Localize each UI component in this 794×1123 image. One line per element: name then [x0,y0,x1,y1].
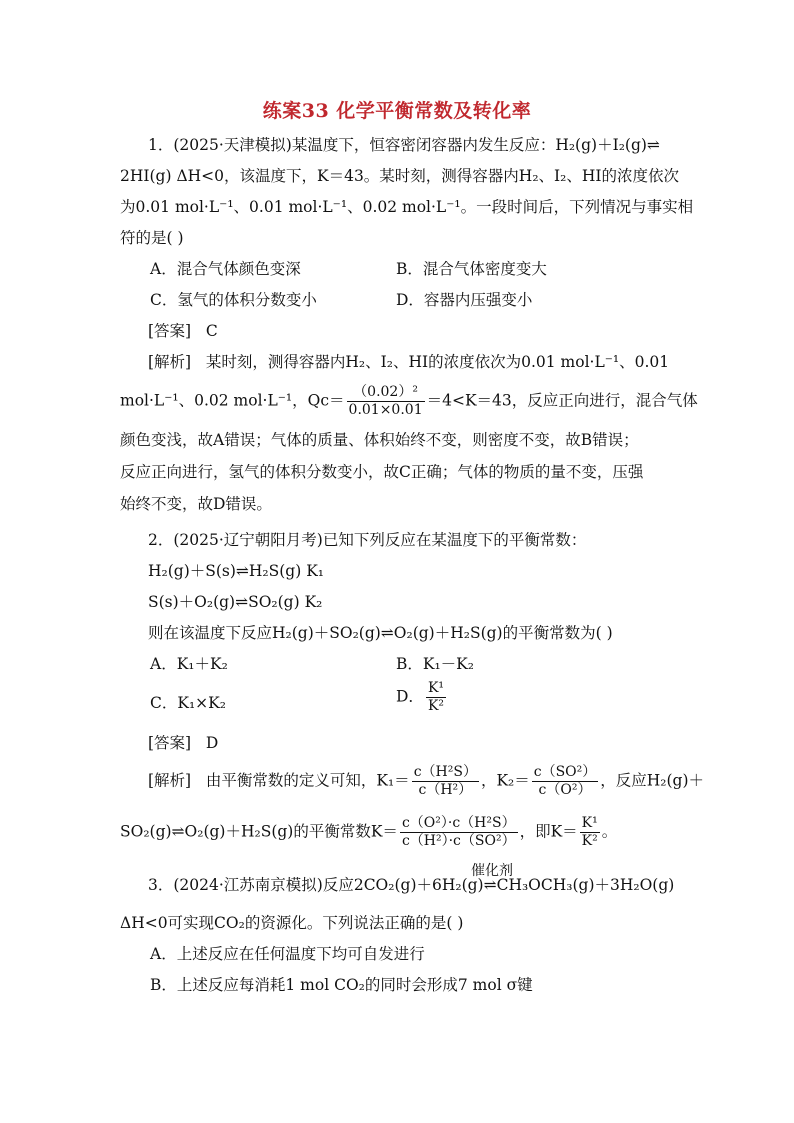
analysis-label: [解析] [148,353,192,371]
fraction-denominator: c（O²） [538,782,592,798]
fraction-denominator: 0.01×0.01 [348,402,423,418]
fraction-denominator: K² [581,833,598,849]
analysis-text: mol·L⁻¹、0.02 mol·L⁻¹，Qc＝ [120,391,345,410]
answer-label: [答案] [148,734,192,752]
analysis-text: 某时刻，测得容器内H₂、I₂、HI的浓度依次为0.01 mol·L⁻¹、0.01 [205,353,670,371]
q2-reaction-1: H₂(g)＋S(s)⇌H₂S(g) K₁ [148,562,324,580]
q1-stem-line-4: 符的是( ) [120,229,184,247]
fraction-numerator: K¹ [581,815,598,831]
q2-analysis-line-1 [148,764,704,799]
q1-analysis-line-5: 始终不变，故D错误。 [120,495,272,513]
option-label: D． [396,687,424,706]
k-fraction [400,815,518,850]
q1-analysis-line-3: 颜色变浅，故A错误；气体的质量、体积始终不变，则密度不变，故B错误； [120,431,639,449]
q3-option-b: B．上述反应每消耗1 mol CO₂的同时会形成7 mol σ键 [150,976,533,994]
q1-analysis-line-1 [148,352,669,372]
q2-stem-line-1: 2．(2025·辽宁朝阳月考)已知下列反应在某温度下的平衡常数： [148,531,587,549]
q2-option-c: C．K₁×K₂ [150,694,226,712]
analysis-text: ，K₂＝ [480,771,530,790]
analysis-text: ＝4<K＝43，反应正向进行，混合气体 [426,391,698,410]
q1-analysis-line-4: 反应正向进行，氢气的体积分数变小，故C正确；气体的物质的量不变，压强 [120,463,644,481]
q3-option-a: A．上述反应在任何温度下均可自发进行 [150,945,425,963]
q2-option-d [396,680,448,715]
q2-reaction-2: S(s)＋O₂(g)⇌SO₂(g) K₂ [148,593,323,611]
answer-value: D [205,734,219,752]
q2-stem-line-4: 则在该温度下反应H₂(g)＋SO₂(g)⇌O₂(g)＋H₂S(g)的平衡常数为( ) [148,624,613,642]
fraction-denominator: c（H²）·c（SO²） [401,833,516,849]
q1-stem-line-2: 2HI(g) ΔH<0，该温度下，K＝43。某时刻，测得容器内H₂、I₂、HI的浓度依次 [120,167,680,185]
answer-value: C [205,322,218,340]
q1-option-d: D．容器内压强变小 [396,291,533,309]
q1-option-a: A．混合气体颜色变深 [150,260,301,278]
analysis-text: 由平衡常数的定义可知，K₁＝ [205,771,410,790]
q2-answer [148,733,218,753]
fraction-denominator: c（H²） [418,782,473,798]
fraction-numerator: K¹ [427,680,445,696]
fraction-numerator: （0.02）² [347,384,425,402]
q2-analysis-line-2 [120,815,617,850]
analysis-text: ，反应H₂(g)＋ [600,771,705,790]
page-title: 练案33 化学平衡常数及转化率 [262,100,532,122]
fraction-denominator: K² [427,698,445,714]
analysis-label: [解析] [148,771,192,790]
q1-stem-line-3: 为0.01 mol·L⁻¹、0.01 mol·L⁻¹、0.02 mol·L⁻¹。一段时间后，下列情况与事实相 [120,198,694,216]
k1-fraction [412,764,479,799]
q2-option-a: A．K₁＋K₂ [150,655,228,673]
fraction-numerator: c（H²S） [413,764,477,780]
analysis-text: 。 [601,822,618,841]
q1-answer [148,321,218,341]
analysis-text: SO₂(g)⇌O₂(g)＋H₂S(g)的平衡常数K＝ [120,822,398,841]
q2-option-b: B．K₁－K₂ [396,655,474,673]
fraction-numerator: c（O²）·c（H²S） [401,815,516,831]
q1-analysis-line-2 [120,384,698,419]
answer-label: [答案] [148,322,192,340]
catalyst-label: 催化剂 [471,863,513,879]
q1-stem-line-1: 1．(2025·天津模拟)某温度下，恒容密闭容器内发生反应：H₂(g)＋I₂(g)⇌ [148,136,660,154]
fraction-numerator: c（SO²） [533,764,597,780]
option-d-fraction [426,680,446,715]
k-ratio-fraction [580,815,600,850]
q1-option-b: B．混合气体密度变大 [396,260,547,278]
qc-fraction [347,384,425,419]
q3-stem-line-1: 3．(2024·江苏南京模拟)反应2CO₂(g)＋6H₂(g)⇌CH₃OCH₃(g)＋3H₂O(g) [148,876,675,894]
k2-fraction [532,764,599,799]
analysis-text: ，即K＝ [519,822,578,841]
q3-stem-line-2: ΔH<0可实现CO₂的资源化。下列说法正确的是( ) [120,914,464,932]
q1-option-c: C．氢气的体积分数变小 [150,291,317,309]
